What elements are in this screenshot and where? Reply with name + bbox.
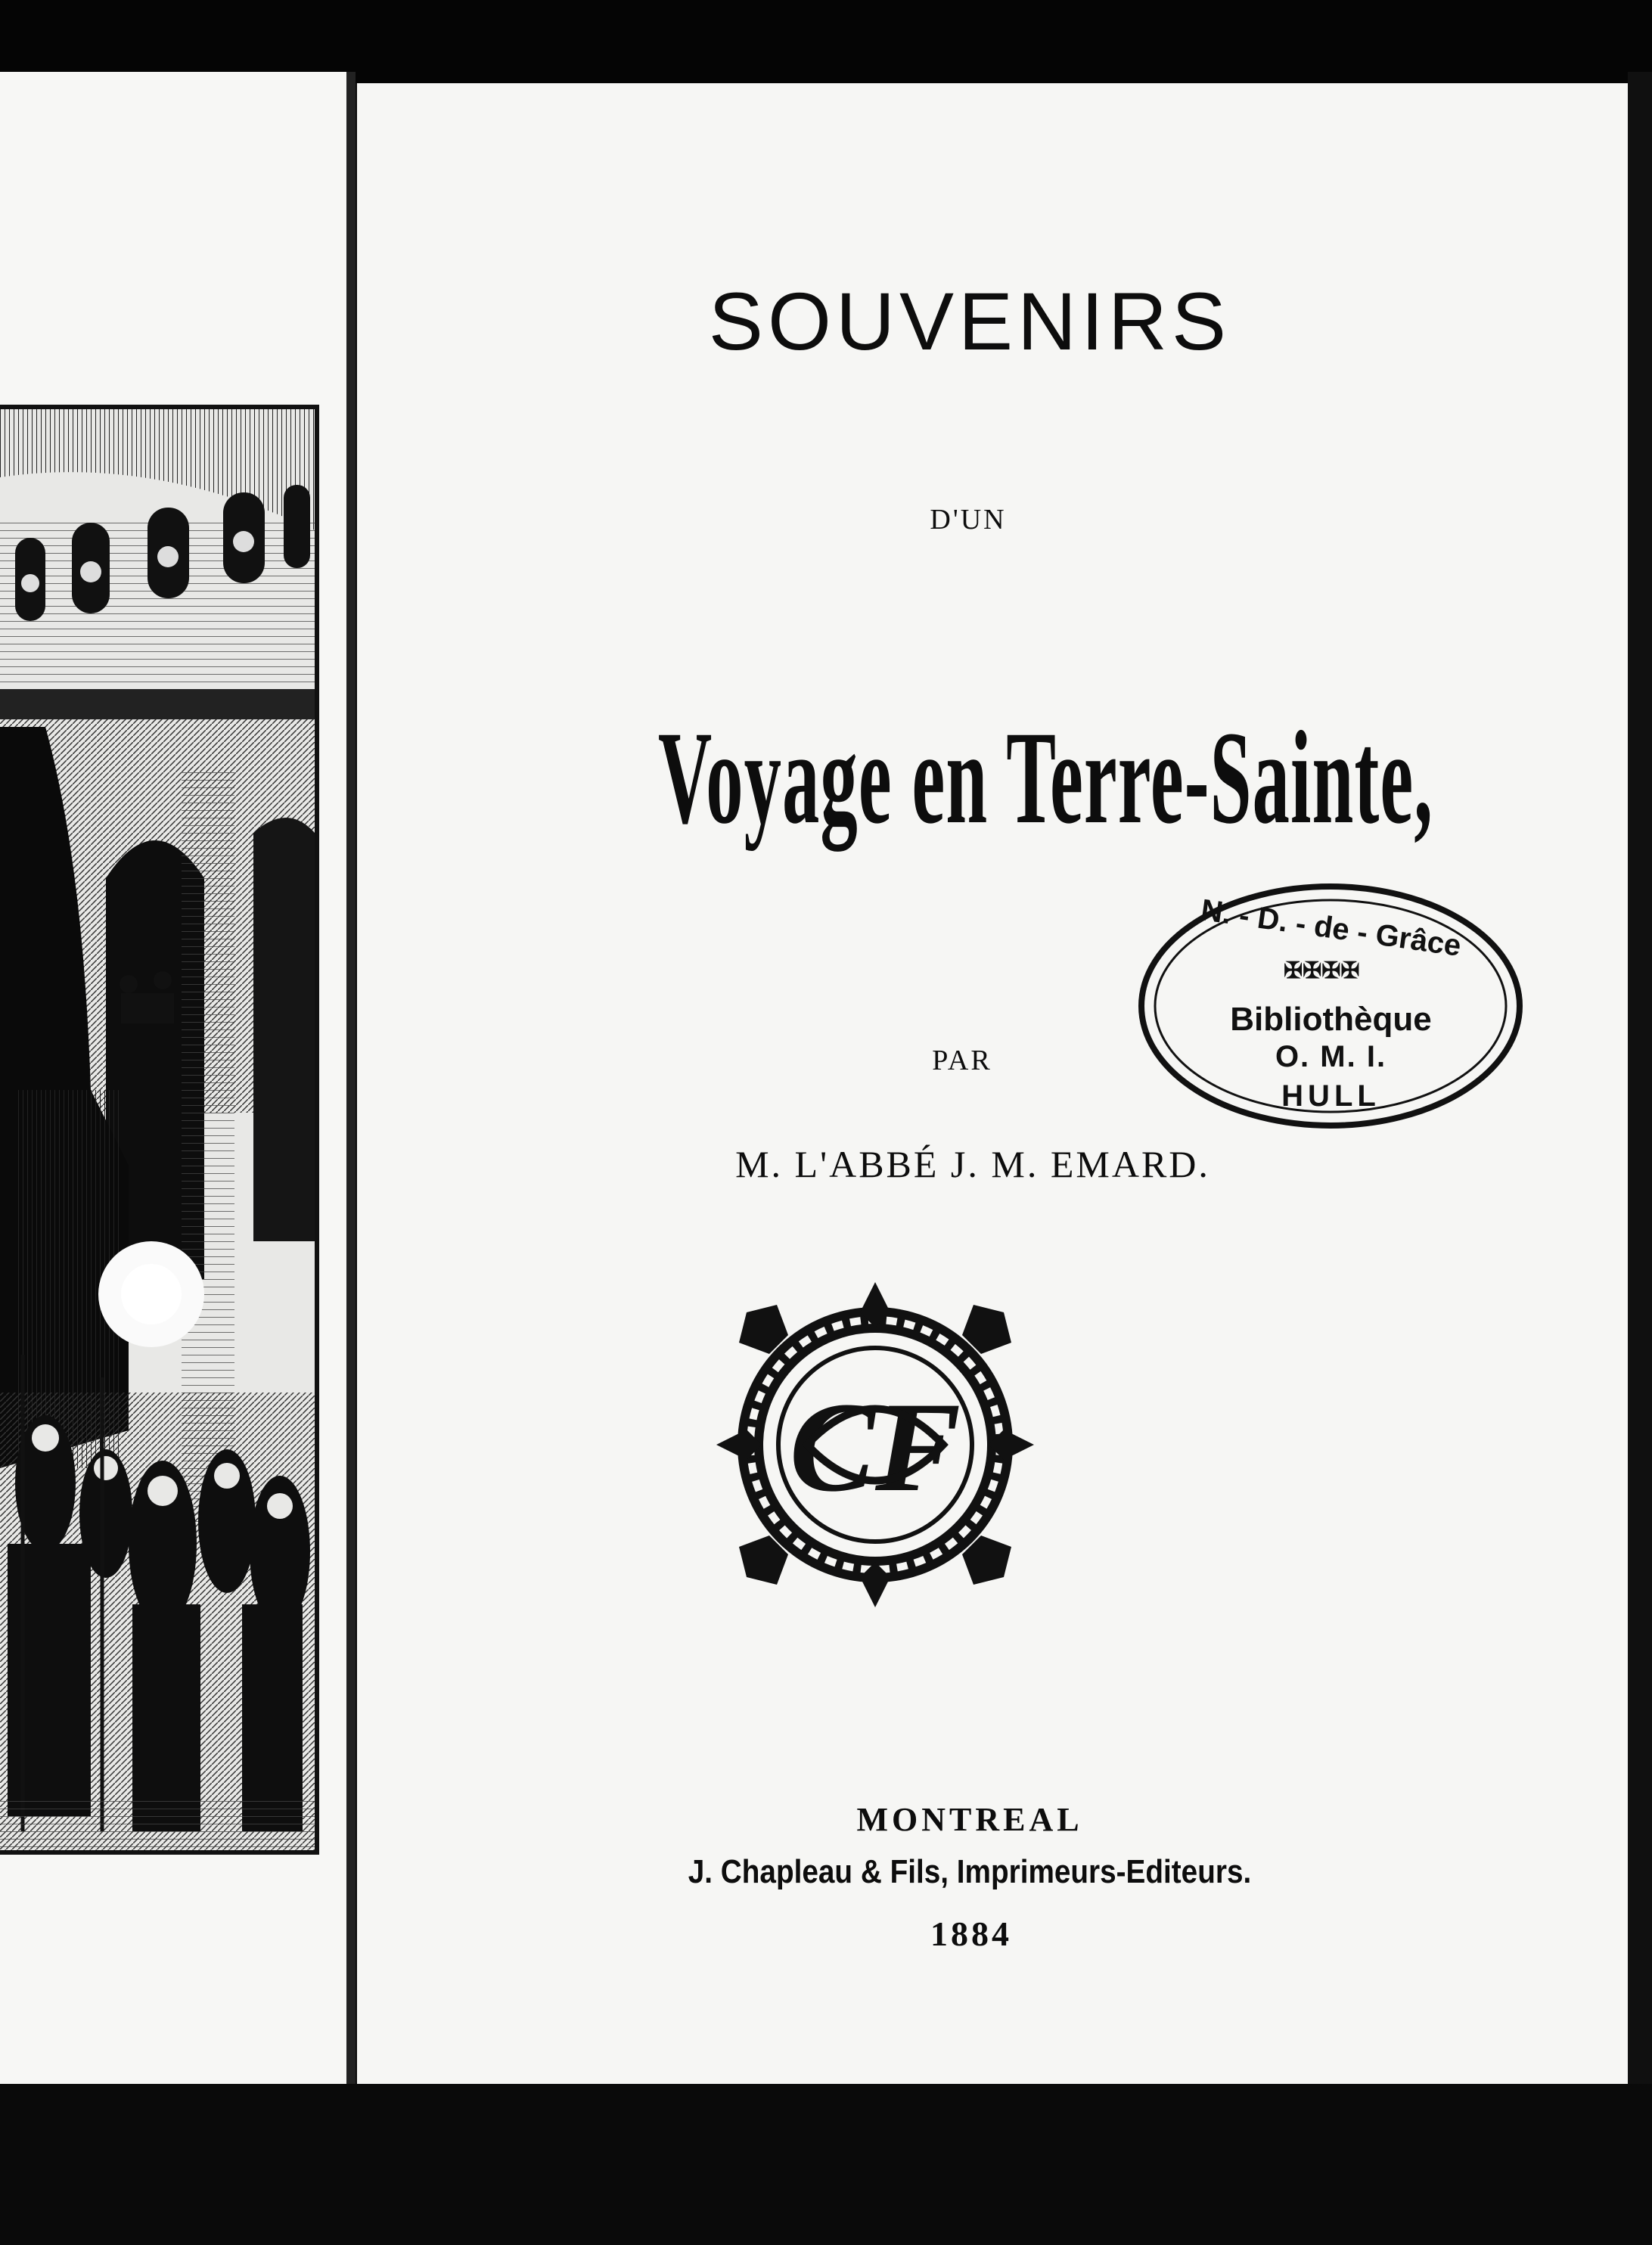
book-title: SOUVENIRS (708, 275, 1231, 367)
title-page (357, 83, 1628, 2088)
publisher-monogram-icon (716, 1282, 1034, 1607)
publication-year: 1884 (930, 1914, 1012, 1953)
svg-text:CF: CF (789, 1376, 961, 1518)
book-subtitle: Voyage en Terre-Sainte, (658, 704, 1434, 852)
stamp-arc-text: N. - D. - de - Grâce (1198, 893, 1464, 963)
stamp-library-label: Bibliothèque (1230, 1001, 1432, 1038)
author-name: M. L'ABBÉ J. M. EMARD. (735, 1143, 1210, 1185)
scan-border-bottom (0, 2084, 1652, 2245)
stamp-order-label: O. M. I. (1275, 1040, 1387, 1073)
library-stamp (1136, 881, 1526, 1131)
title-connector: D'UN (930, 504, 1007, 536)
svg-text:✠✠✠✠: ✠✠✠✠ (1284, 958, 1360, 983)
publication-city: MONTREAL (856, 1801, 1083, 1838)
stamp-city-label: HULL (1281, 1079, 1380, 1113)
book-gutter (346, 72, 356, 2084)
church-interior-engraving-icon (0, 405, 319, 1855)
frontispiece-page (0, 72, 346, 2084)
scan-border-right (1628, 72, 1652, 2099)
scan-border-top (0, 0, 1652, 83)
publisher-name: J. Chapleau & Fils, Imprimeurs-Editeurs. (688, 1853, 1252, 1890)
by-line: PAR (932, 1045, 992, 1076)
